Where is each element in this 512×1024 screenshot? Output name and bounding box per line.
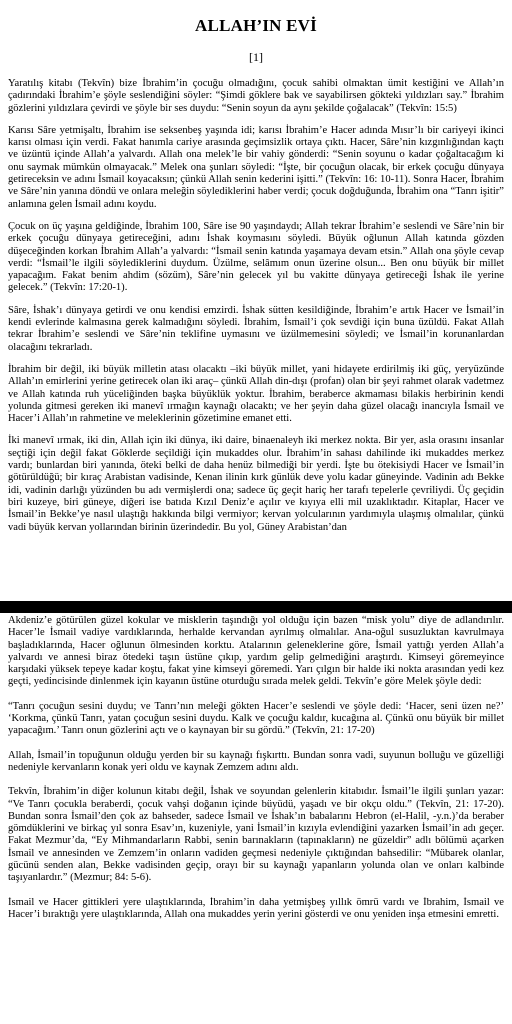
paragraph: Sâre, İshak’ı dünyaya getirdi ve onu kendisi emzirdi. İshak sütten kesildiğinde, İbrahim’e artık Hacer ve İsmail’in kendi evlerinde kalmasına gerek kalmadığını söyledi. İbrahim, İsmail’i çok sevdiği için buna üzüldü. Fakat Allah tekrar İbrahim’e seslendi ve Sâre’nin teklifine uymasını ve üzülmemesini söyledi; ve İsmail’in korunanlardan olacağını tekrarladı. [8,304,504,353]
paragraph: Allah, İsmail’in topuğunun olduğu yerden bir su kaynağı fışkırttı. Bundan sonra vadi, suyunun bolluğu ve güzelliği nedeniyle kervanların konak yeri oldu ve kaynak Zemzem adını aldı. [8,749,504,773]
paragraph: Akdeniz’e götürülen güzel kokular ve misklerin taşındığı yol olduğu için bazen “misk yolu” diye de adlandırılır. Hacer’le İsmail vadiye vardıklarında, herhalde kervandan ayrılmış olmalılar. Ana-oğul susuzluktan kavrulmaya başladıklarında, Hacer oğlunun ölmesinden korktu. Atalarının geleneklerine göre, İsmail yattığı yerden Allah’a yalvardı ve annesi biraz ötedeki taşın üstüne çıkıp, yardım gelip gelmediğini araştırdı. Kimseyi göremeyince karşıdaki yüksek tepeye kadar koştu, fakat yine kimseyi göremedi. Yarı çılgın bir halde iki nokta arasından yedi kez geçti, yedincisinde dinlenmek için kayanın üstüne oturduğu sırada melek geldi. Tekvîn’e göre Melek şöyle dedi: [8,615,504,688]
paragraph-cut-off: İsmail ve Hacer gittikleri yere ulaştıklarında, İbrahim’in daha yetmişbeş yıllık ömrü vardı ve İbrahim, İsmail ve Hacer’i bıraktığı yere ulaştıklarında, Allah ona mukaddes yerin yerini gösterdi ve onu yeniden inşa etmesini emretti. [8,896,504,920]
paragraph: Yaratılış kitabı (Tekvîn) bize İbrahim’in çocuğu olmadığını, çocuk sahibi olmaktan ümit kestiğini ve Allah’ın çadırındaki İbrahim’e şöyle seslendiğini söyler: “Şimdi göklere bak ve sayabilirsen gökteki yıldızları say.” İbrahim gözlerini yıldızlara çevirdi ve şöyle bir ses duydu: “Senin soyun da aynı şekilde çoğalacak” (Tekvîn: 15:5) [8,78,504,114]
paragraph: İki manevî ırmak, iki din, Allah için iki dünya, iki daire, binaenaleyh iki merkez nokta. Bir yer, asla orasını insanlar seçtiği için değil fakat Göklerde seçildiği için mukaddes olur. İbrahim’in sahası dahilinde iki mukaddes merkez vardı; bunlardan biri yanında, öteki belki de daha henüz bilmediği bir yerdi. İşte bu ötekisiydi Hacer ve İsmail’in götürüldüğü; bir kıraç Arabistan vadisinde, Kenan ilinin kırk günlük deve yolu kadar güneyinde. Vadinin adı Bekke idi, vadinin darlığı yüzünden bu adı vermişlerdi ona; sadece üç geçit hariç her tarafı tepelerle çevriliydi. Üç geçidin biri kuzeye, biri güneye, diğeri ise batıda Kızıl Deniz’e açılır ve kıyıya elli mil uzaklıktadır. Kitaplar, Hacer ve İsmail’in Bekke’ye nasıl ulaştığı hakkında bilgi vermiyor; kervan yolcularının yardımıyla ulaşmış olmalılar, çünkü vadi büyük kervan yollarından birinin üzerindedir. Bu yol, Güney Arabistan’dan [8,435,504,533]
paragraph: İbrahim bir değil, iki büyük milletin atası olacaktı –iki büyük millet, yani hidayete erdirilmiş iki güç, yeryüzünde Allah’ın emirlerini yerine getirecek olan iki araç– çünkü Allah din-dışı (profan) olan bir şeyi rahmet olarak vadetmez ve Allah katında ruh yüceliğinden başka büyüklük yoktur. İbrahim, beraberce akmaması bilakis herbirinin kendi yolunda gitmesi gereken iki manevî ırmağın kaynağı olacaktı; ve her şeyin daha güzel olacağı inancıyla İsmail ve Hacer’i Allah’ın rahmetine ve meleklerinin gözetimine emanet etti. [8,363,504,425]
quote-paragraph: “Tanrı çocuğun sesini duydu; ve Tanrı’nın meleği gökten Hacer’e seslendi ve şöyle dedi: ‘Hacer, seni üzen ne?’ ‘Korkma, çünkü Tanrı, yatan çocuğun sesini duydu. Kalk ve çocuğu kaldır, kucağına al. Çünkü onu büyük bir millet yapacağım.’ Tanrı onun gözlerini açtı ve o kaynayan bir su gördü.” (Tekvîn, 21: 17-20) [8,700,504,737]
book-page-2 [0,613,512,1024]
paragraph: Tekvîn, İbrahim’in diğer kolunun kitabı değil, İshak ve soyundan gelenlerin kitabıdır. İsmail’le ilgili şunları yazar: “Ve Tanrı çocukla beraberdi, çocuk vahşi doğanın içinde büyüdü, yaşadı ve bir okçu oldu.” (Tekvîn, 21: 17-20). Bundan sonra İsmail’den çok az bahseder, sadece İsmail ve İshak’ın babalarını Hebron (el-Halil, -y.n.)’da beraber gömdüklerini ve birkaç yıl sonra Esav’ın, kuzeniyle, yani İsmail’in kızıyla evlendiğini yazarken İsmail’in adı geçer. Fakat Mezmur’da, “Ey Mihmandarların Rabbi, senin barınakların (tapınakların) ne güzeldir” adlı bölümü açarken İsmail ve annesinden ve Zemzem’in onların vadiden geçmesi nedeniyle çıktığından bahsedilir: “Mübarek olanlar, gücünü senden alan, Bekke vadisinden geçip, orayı bir su kaynağı yapanların yolunda olan ve onları kalbinde taşıyanlardır.” (Mezmur; 84: 5-6). [8,786,504,884]
paragraph: Karısı Sâre yetmişaltı, İbrahim ise seksenbeş yaşında idi; karısı İbrahim’e Hacer adında Mısır’lı bir cariyeyi ikinci karısı olması için verdi. Fakat hanımla cariye arasında geçimsizlik ortaya çıktı. Hacer, Sâre’nin kızgınlığından kaçtı ve üzüntü içinde Allah’a yalvardı. Allah ona melek’le bir vahiy gönderdi: “Senin soyunu o kadar çoğaltacağım ki onu saymak mümkün olmayacak.” Melek ona şunları söyledi: “İşte, bir çocuğun olacak, bir erkek çocuğu dünyaya getireceksin ve adını İsmail koyacaksın; çünkü Allah senin kederini işitti.” (Tekvîn: 16: 10-11). Sonra Hacer, İbrahim ve Sâre’nin yanına döndü ve onlara meleğin söylediklerini haber verdi; çocuk doğduğunda, İbrahim ona “Tanrı işitir” anlamına gelen İsmail adını koydu. [8,124,504,210]
section-number: [1] [249,50,263,64]
paragraph: Çocuk on üç yaşına geldiğinde, İbrahim 100, Sâre ise 90 yaşındaydı; Allah tekrar İbrahim’e seslendi ve Sâre’nin bir erkek çocuğu dünyaya getireceğini, adını İshak koymasını söyledi. Büyük oğlunun Allah katında gözden düşeceğinden korkan İbrahim Allah’a yalvardı: “İsmail senin katında yaşamaya devam etsin.” Allah ona şöyle cevap verdi: “İsmail’le ilgili söylediklerini duydum. Üzülme, selâmım onun üzerine olsun... Ben onu büyük bir millet yapacağım. Fakat benim ahdim (sözüm), Sâre’nin gelecek yıl bu vakitte dünyaya getireceği İshak ile yerine gelecek.” (Tekvîn: 17:20-1). [8,220,504,294]
chapter-title: ALLAH’IN EVİ [195,16,317,35]
